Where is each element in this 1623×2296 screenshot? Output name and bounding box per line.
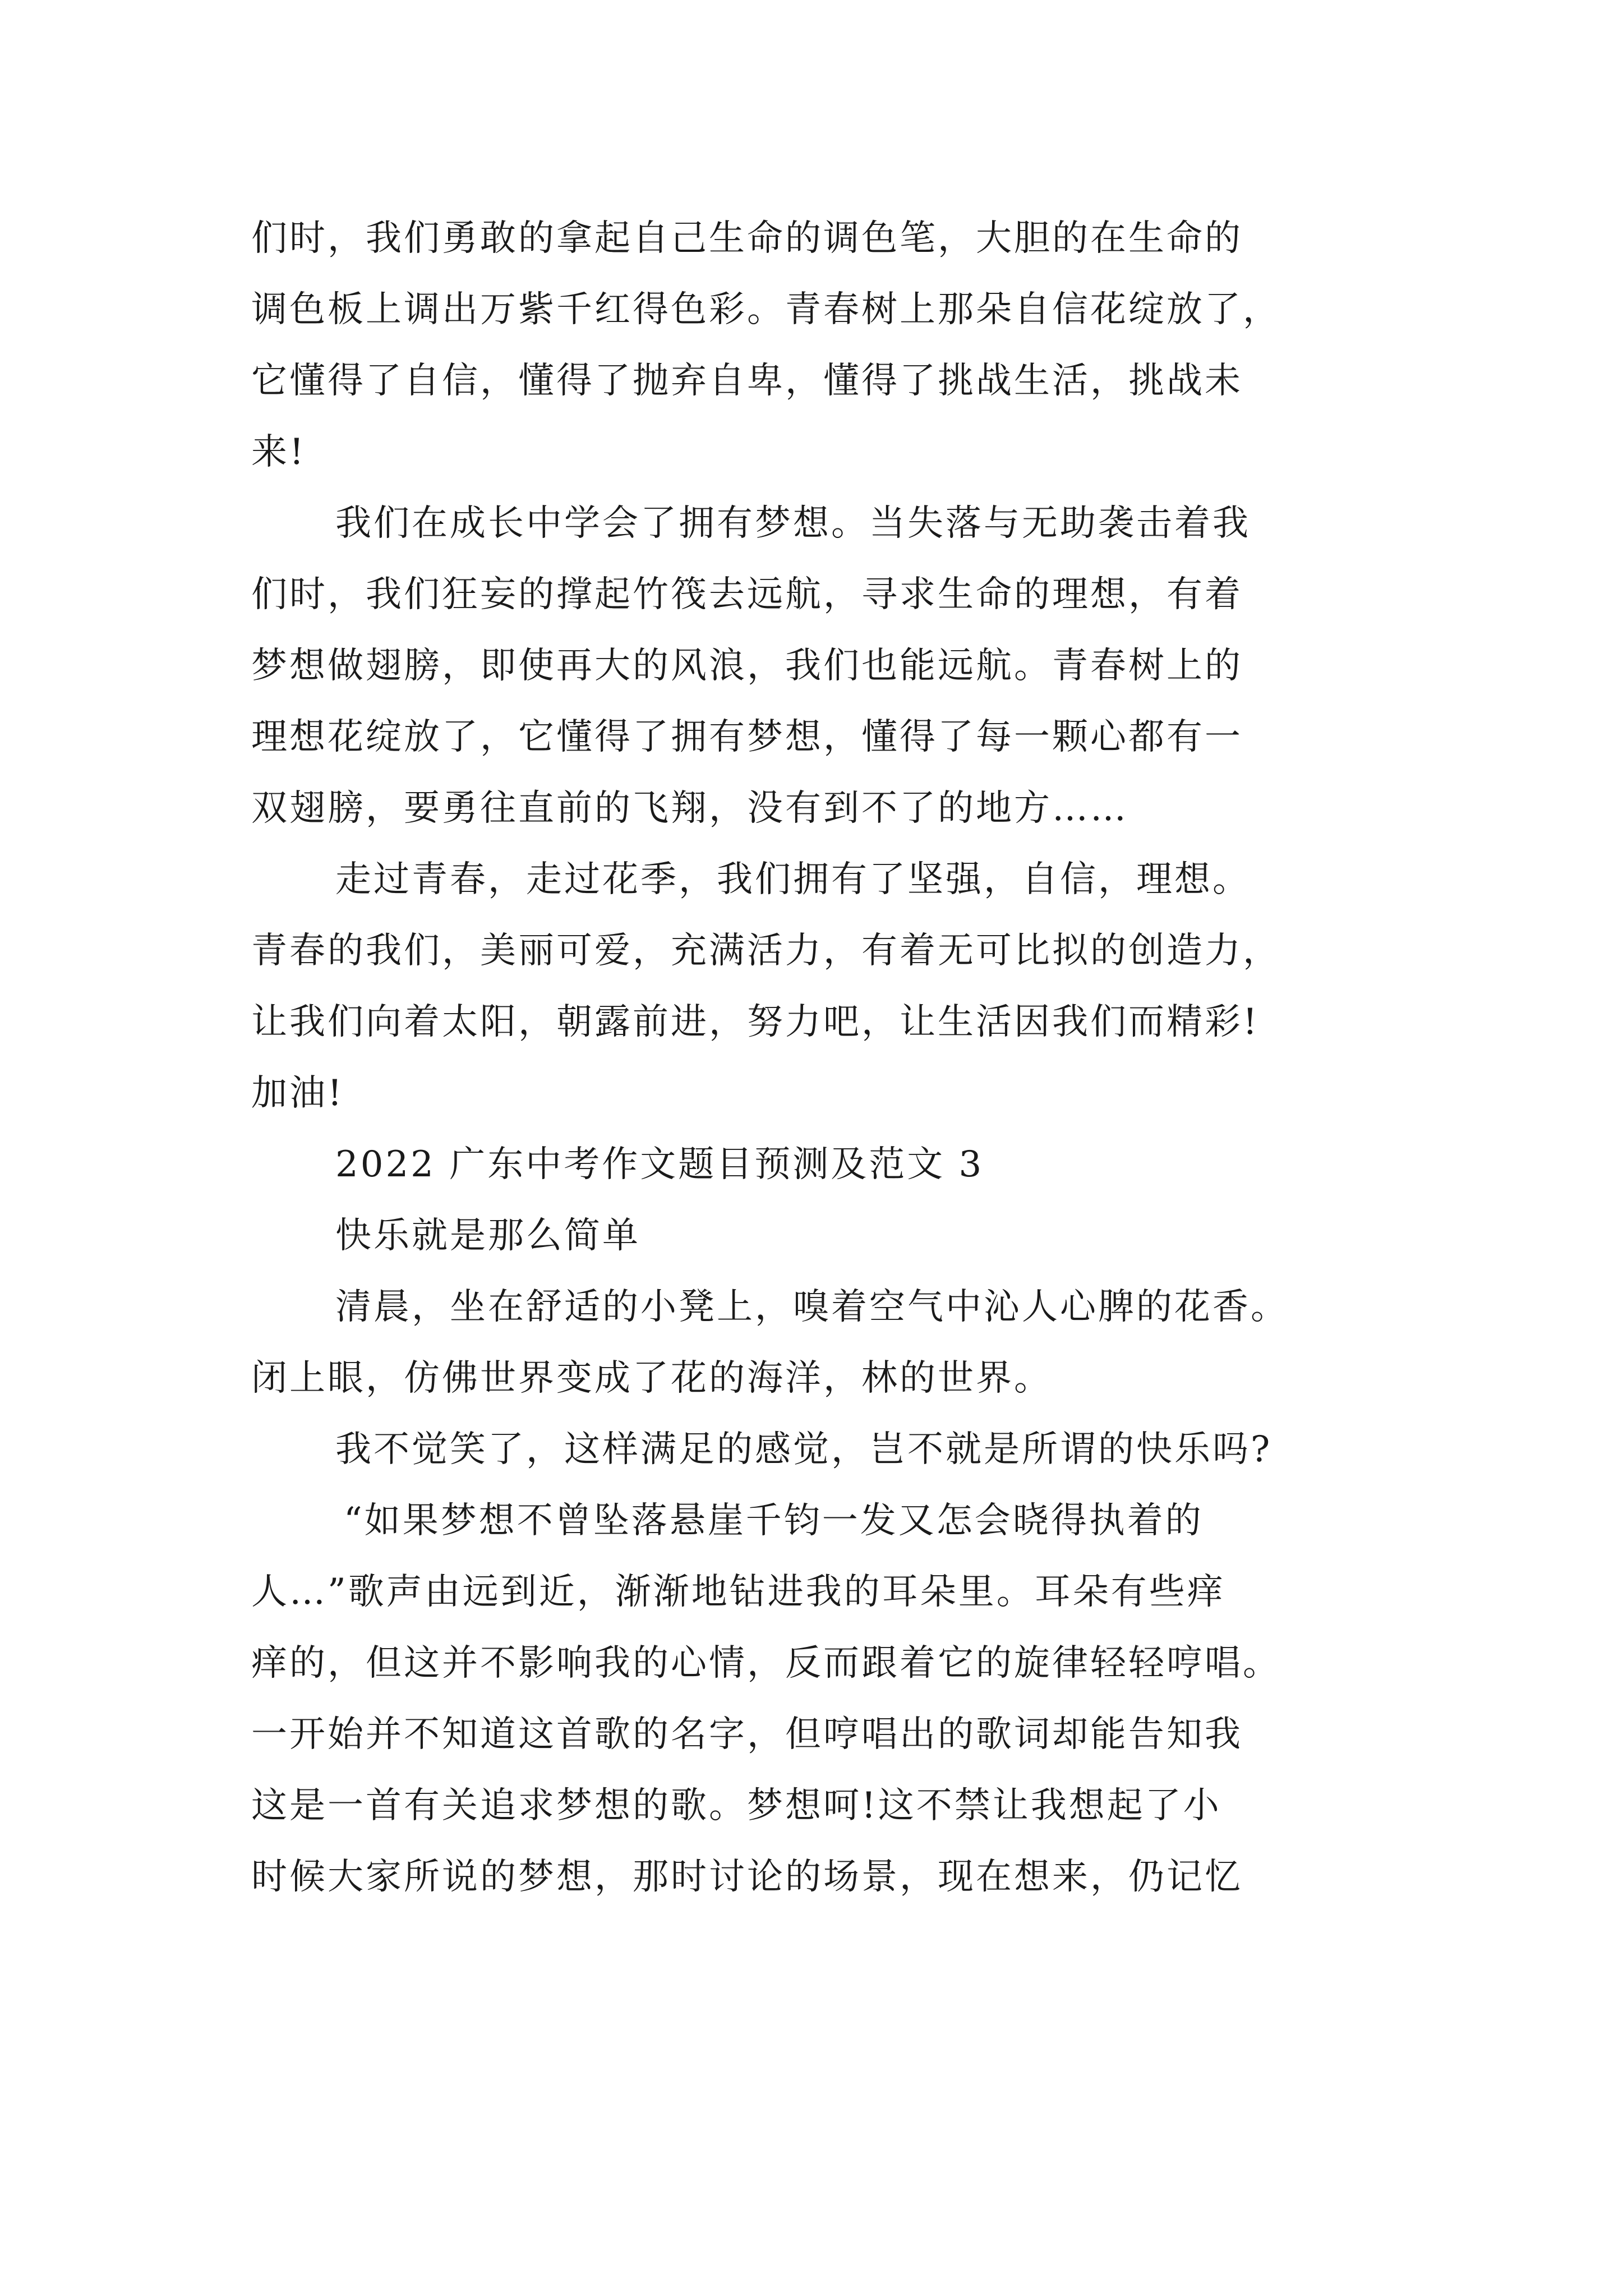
section-heading: 2022 广东中考作文题目预测及范文 3 [335,1144,984,1185]
text-line: 青春的我们，美丽可爱，充满活力，有着无可比拟的创造力， [251,930,1281,972]
text-line: 闭上眼，仿佛世界变成了花的海洋，林的世界。 [251,1358,1052,1399]
text-line: 它懂得了自信，懂得了抛弃自卑，懂得了挑战生活，挑战未 [251,360,1243,402]
text-line: 我不觉笑了，这样满足的感觉，岂不就是所谓的快乐吗? [335,1429,1272,1470]
text-line: 痒的，但这并不影响我的心情，反而跟着它的旋律轻轻哼唱。 [251,1642,1281,1684]
text-line: 一开始并不知道这首歌的名字，但哼唱出的歌词却能告知我 [251,1714,1243,1755]
text-line: 梦想做翅膀，即使再大的风浪，我们也能远航。青春树上的 [251,645,1243,687]
text-line: 来! [251,431,306,473]
text-line: 人…”歌声由远到近，渐渐地钻进我的耳朵里。耳朵有些痒 [251,1571,1225,1613]
text-line: 理想花绽放了，它懂得了拥有梦想，懂得了每一颗心都有一 [251,716,1243,758]
text-line: 们时，我们狂妄的撑起竹筏去远航，寻求生命的理想，有着 [251,574,1243,615]
text-line: 清晨，坐在舒适的小凳上，嗅着空气中沁人心脾的花香。 [335,1286,1289,1328]
text-line: 双翅膀，要勇往直前的飞翔，没有到不了的地方…… [251,788,1128,829]
essay-title: 快乐就是那么简单 [335,1215,640,1257]
text-line: “如果梦想不曾坠落悬崖千钧一发又怎会晓得执着的 [344,1500,1204,1542]
text-line: 我们在成长中学会了拥有梦想。当失落与无助袭击着我 [335,503,1251,544]
text-line: 调色板上调出万紫千红得色彩。青春树上那朵自信花绽放了， [251,289,1281,330]
text-line: 加油! [251,1073,344,1114]
text-line: 让我们向着太阳，朝露前进，努力吧，让生活因我们而精彩! [251,1001,1260,1043]
text-line: 时候大家所说的梦想，那时讨论的场景，现在想来，仍记忆 [251,1856,1243,1898]
text-line: 走过青春，走过花季，我们拥有了坚强，自信，理想。 [335,859,1251,900]
text-line: 这是一首有关追求梦想的歌。梦想呵!这不禁让我想起了小 [251,1785,1221,1826]
text-line: 们时，我们勇敢的拿起自己生命的调色笔，大胆的在生命的 [251,218,1243,259]
